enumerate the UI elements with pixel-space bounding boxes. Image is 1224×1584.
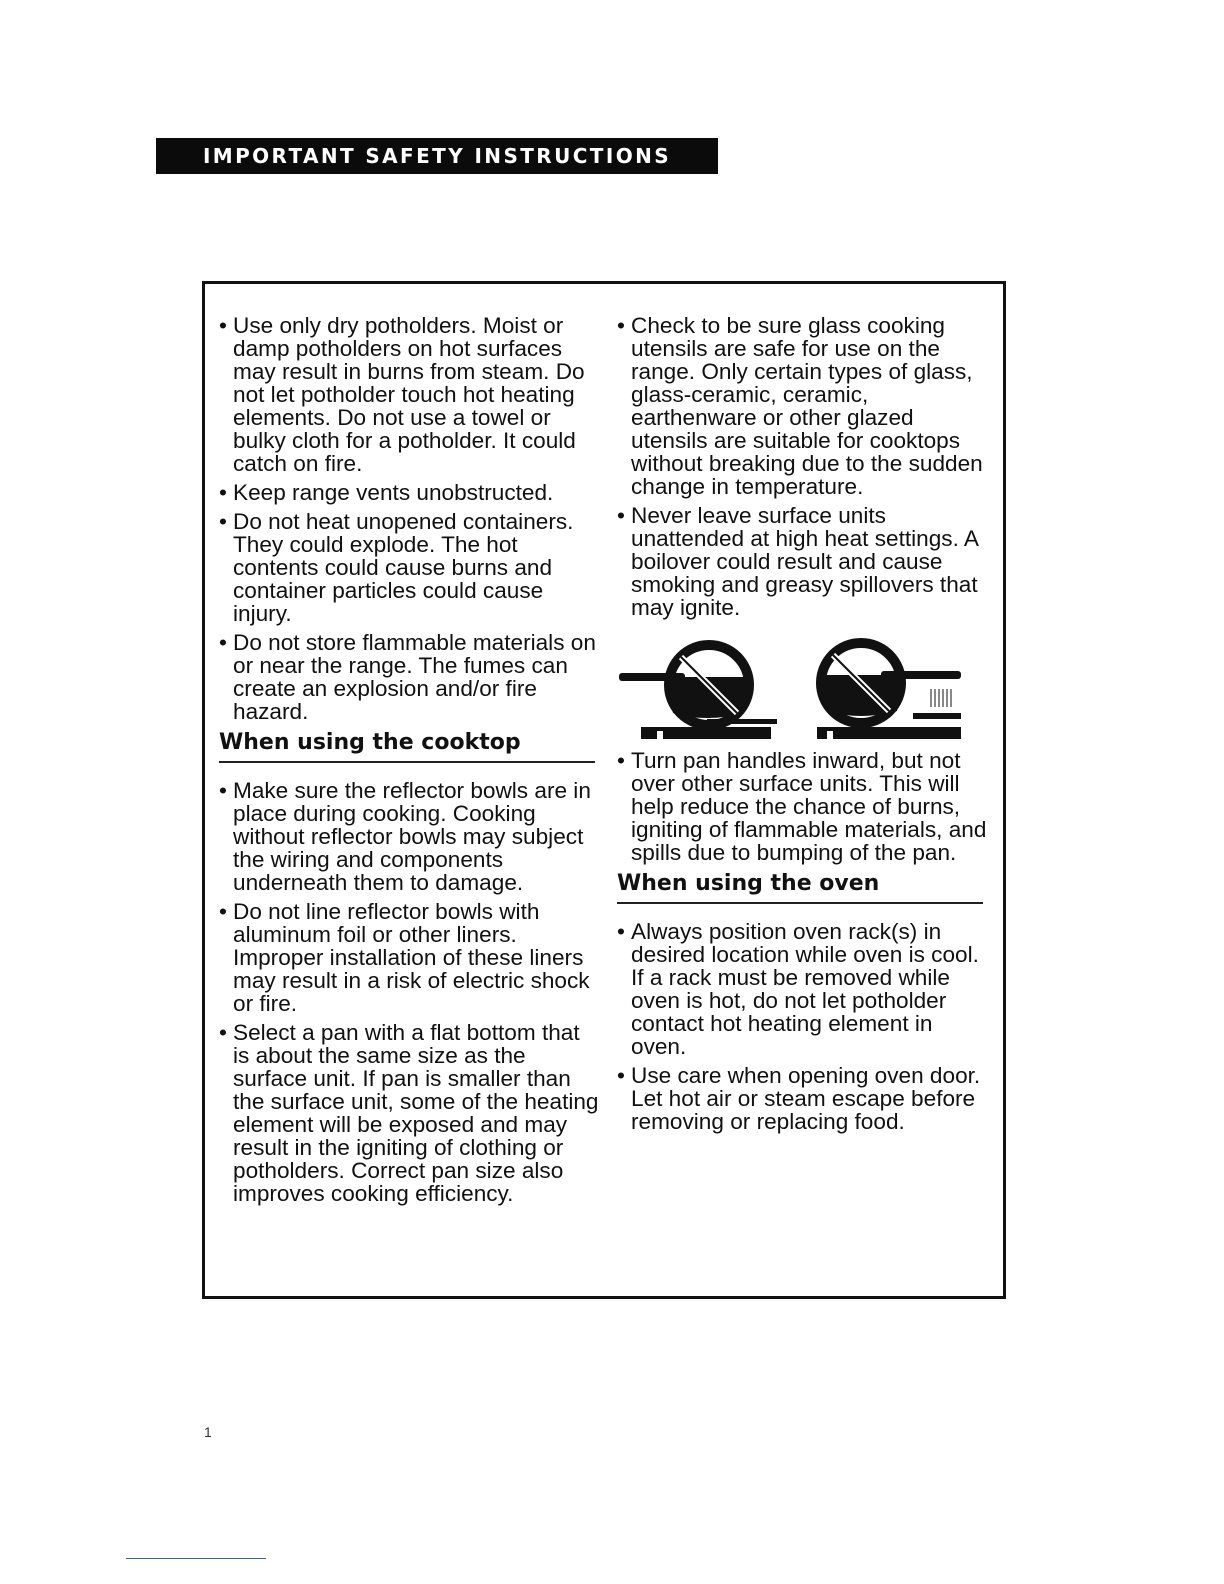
- general-safety-list: [219, 314, 599, 723]
- list-item: • Check to be sure glass cooking utensils are safe for use on the range. Only certain types of glass, glass-ceramic, ceramic, earthenware or other glazed utensils are suitable for cooktops without breaking due to the sudden change in temperature.: [617, 314, 987, 498]
- list-item: • Never leave surface units unattended at high heat settings. A boilover could result and cause smoking and greasy spillovers that may ignite.: [617, 504, 987, 619]
- list-item: • Keep range vents unobstructed.: [219, 481, 599, 504]
- oven-safety-list: [617, 920, 987, 1133]
- oven-heading: When using the oven: [617, 870, 983, 904]
- list-item: • Turn pan handles inward, but not over other surface units. This will help reduce the chance of burns, igniting of flammable materials, and spills due to bumping of the pan.: [617, 749, 987, 864]
- list-item: • Do not store flammable materials on or near the range. The fumes can create an explosion and/or fire hazard.: [219, 631, 599, 723]
- safety-banner: IMPORTANT SAFETY INSTRUCTIONS: [156, 138, 718, 174]
- page-number: 1: [204, 1424, 212, 1440]
- list-item: • Do not line reflector bowls with aluminum foil or other liners. Improper installation of these liners may result in a risk of electric shock or fire.: [219, 900, 599, 1015]
- list-item: • Use only dry potholders. Moist or damp potholders on hot surfaces may result in burns from steam. Do not let potholder touch hot heating elements. Do not use a towel or bulky cloth for a potholder. It could catch on fire.: [219, 314, 599, 475]
- cooktop-heading: When using the cooktop: [219, 729, 595, 763]
- instructions-box: [202, 281, 1006, 1299]
- right-column: [617, 314, 987, 1139]
- glass-utensil-list: [617, 314, 987, 619]
- list-item: • Do not heat unopened containers. They could explode. The hot contents could cause burns and container particles could cause injury.: [219, 510, 599, 625]
- list-item: • Select a pan with a flat bottom that is about the same size as the surface unit. If pan is smaller than the surface unit, some of the heating element will be exposed and may result in the igniting of clothing or potholders. Correct pan size also improves cooking efficiency.: [219, 1021, 599, 1205]
- list-item: • Use care when opening oven door. Let hot air or steam escape before removing or replacing food.: [617, 1064, 987, 1133]
- list-item: • Make sure the reflector bowls are in place during cooking. Cooking without reflector bowls may subject the wiring and components underneath them to damage.: [219, 779, 599, 894]
- left-column: [219, 314, 599, 1211]
- list-item: • Always position oven rack(s) in desired location while oven is cool. If a rack must be removed while oven is hot, do not let potholder contact hot heating element in oven.: [617, 920, 987, 1058]
- no-pan-handles-outward-icon: [617, 631, 977, 743]
- cooktop-safety-list: [219, 779, 599, 1205]
- divider: [126, 1558, 266, 1559]
- pan-handle-list: [617, 749, 987, 864]
